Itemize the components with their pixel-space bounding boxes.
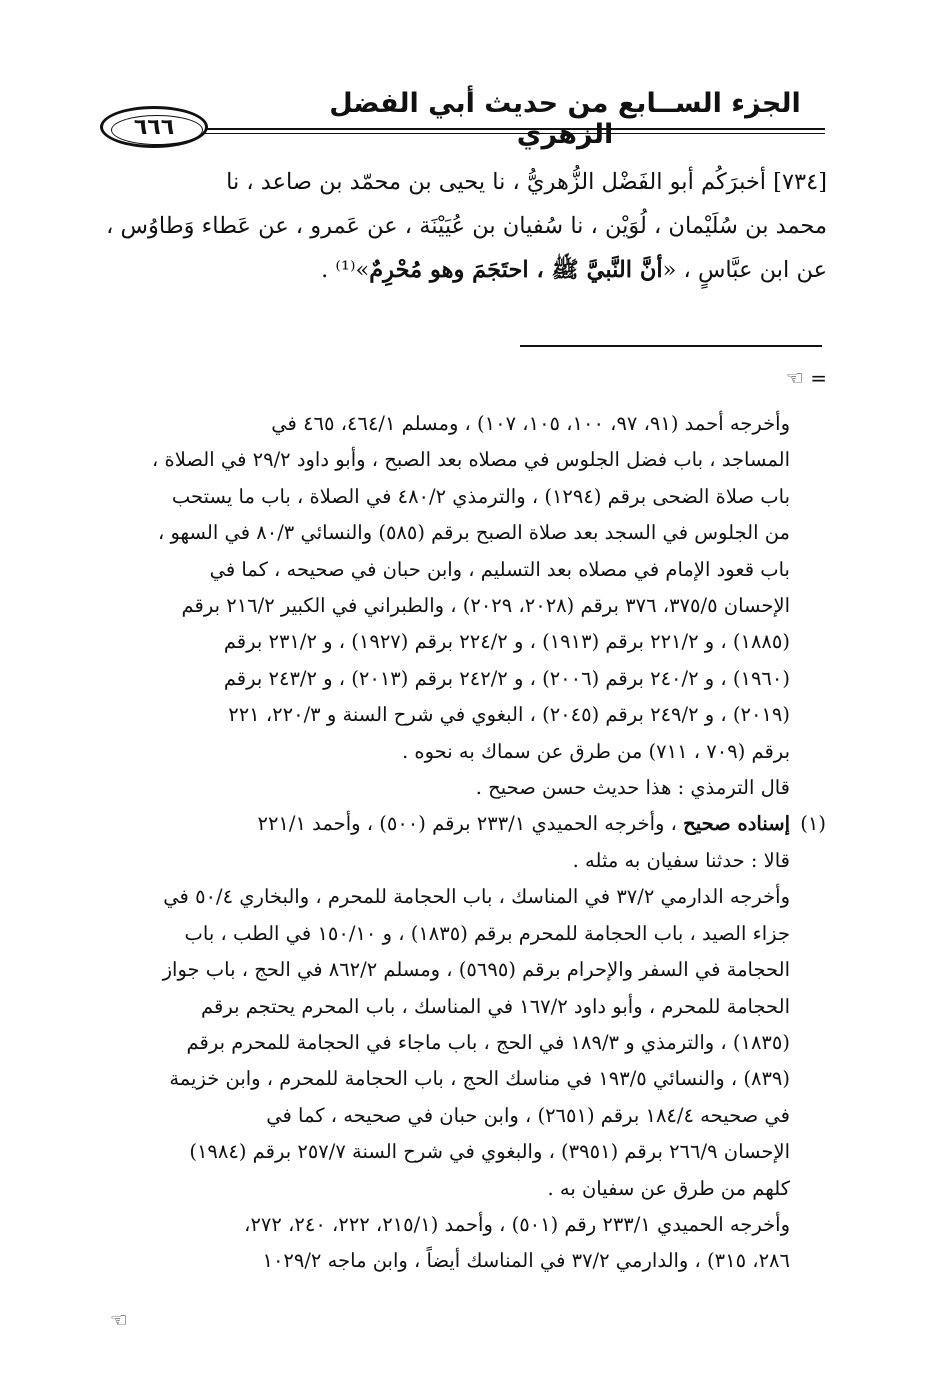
- note-line: وأخرجه أحمد (٩١، ٩٧، ١٠٠، ١٠٥، ١٠٧) ، ومسلم ٤٦٤/١، ٤٦٥ في: [271, 412, 790, 435]
- note-line: (١٩٦٠) ، و ٢٤٠/٢ برقم (٢٠٠٦) ، و ٢٤٢/٢ برقم (٢٠١٣) ، و ٢٤٣/٢ برقم: [223, 666, 790, 690]
- footnote-verdict: إسناده صحيح: [683, 812, 790, 836]
- note-line: الإحسان ٣٧٥/٥، ٣٧٦ برقم (٢٠٢٨، ٢٠٢٩) ، والطبراني في الكبير ٢١٦/٢ برقم: [181, 594, 790, 618]
- footnote-first-line: [110, 806, 790, 842]
- header-title: الجزء الســابع من حديث أبي الفضل الزهري: [329, 88, 801, 150]
- hadith-text: [105, 160, 827, 292]
- hadith-line-3-end: »⁽¹⁾ .: [321, 257, 370, 283]
- page-number-oval-inner: [111, 115, 203, 145]
- footnote-first-rest: ، وأخرجه الحميدي ٢٣٣/١ برقم (٥٠٠) ، وأحمد ٢٢١/١: [257, 812, 677, 836]
- note-line: برقم (٧٠٩ ، ٧١١) من طرق عن سماك به نحوه .: [401, 739, 790, 763]
- footnote-line: في صحيحه ١٨٤/٤ برقم (٢٦٥١) ، وابن حبان في صحيحه ، كما في: [266, 1103, 790, 1127]
- footnote-line: (١٨٣٥) ، والترمذي و ١٨٩/٣ في الحج ، باب ماجاء في الحجامة للمحرم برقم: [186, 1030, 790, 1054]
- footnote-line: كلهم من طرق عن سفيان به .: [547, 1176, 790, 1200]
- continues-mark: ☜: [110, 1308, 128, 1332]
- note-line: المساجد ، باب فضل الجلوس في مصلاه بعد الصبح ، وأبو داود ٢٩/٢ في الصلاة ،: [152, 448, 790, 472]
- footnote-line: الإحسان ٢٦٦/٩ برقم (٣٩٥١) ، والبغوي في شرح السنة ٢٥٧/٧ برقم (١٩٨٤): [189, 1140, 790, 1164]
- footnotes: [110, 406, 826, 1280]
- footnote-1: [110, 806, 826, 1279]
- footnote-number: (١): [800, 812, 826, 836]
- note-line: من الجلوس في السجد بعد صلاة الصبح برقم (٥٨٥) والنسائي ٨٠/٣ في السهو ،: [157, 521, 790, 545]
- note-line: قال الترمذي : هذا حديث حسن صحيح .: [475, 776, 790, 800]
- footnote-line: الحجامة للمحرم ، وأبو داود ١٦٧/٢ في المناسك ، باب المحرم يحتجم برقم: [201, 994, 790, 1018]
- footnote-line: وأخرجه الدارمي ٣٧/٢ في المناسك ، باب الحجامة للمحرم ، والبخاري ٥٠/٤ في: [163, 885, 790, 909]
- previous-note: [110, 406, 826, 806]
- hadith-line-2: محمد بن سُلَيْمان ، لُوَيْن ، نا سُفيان بن عُيَيْنَة ، عن عَمرو ، عن عَطاء وَطاوُس ،: [106, 213, 827, 239]
- footnote-line: جزاء الصيد ، باب الحجامة للمحرم برقم (١٨٣٥) ، و ١٥٠/١٠ في الطب ، باب: [184, 921, 790, 945]
- footnote-line: ٢٨٦، ٣١٥) ، والدارمي ٣٧/٢ في المناسك أيضاً ، وابن ماجه ١٠٢٩/٢: [262, 1249, 790, 1273]
- hadith-line-1: [٧٣٤] أخبرَكُم أبو الفَضْل الزُّهريُّ ، نا يحيى بن محمّد بن صاعد ، نا: [226, 169, 827, 195]
- note-line: (٢٠١٩) ، و ٢٤٩/٢ برقم (٢٠٤٥) ، البغوي في شرح السنة و ٢٢٠/٣، ٢٢١: [228, 703, 790, 727]
- footnote-line: (٨٣٩) ، والنسائي ١٩٣/٥ في مناسك الحج ، باب الحجامة للمحرم ، وابن خزيمة: [169, 1067, 790, 1091]
- hadith-line-3-start: عن ابن عبَّاسٍ ، «: [662, 257, 827, 283]
- footnote-separator: [520, 345, 822, 347]
- header-rule: [170, 128, 825, 130]
- hadith-line-3: [105, 248, 827, 292]
- footnote-line: وأخرجه الحميدي ٢٣٣/١ رقم (٥٠١) ، وأحمد (٢١٥/١، ٢٢٢، ٢٤٠، ٢٧٢،: [244, 1212, 790, 1236]
- running-header: [100, 78, 825, 148]
- footnote-line: الحجامة في السفر والإحرام برقم (٥٦٩٥) ، ومسلم ٨٦٢/٢ في الحج ، باب جواز: [162, 958, 790, 982]
- footnote-line: قالا : حدثنا سفيان به مثله .: [572, 848, 790, 872]
- page-number-oval: [100, 106, 208, 148]
- note-line: (١٨٨٥) ، و ٢٢١/٢ برقم (١٩١٣) ، و ٢٢٤/٢ برقم (١٩٢٧) ، و ٢٣١/٢ برقم: [223, 630, 790, 654]
- header-rule-thin: [170, 133, 825, 134]
- page-number: ٦٦٦: [133, 114, 175, 140]
- note-line: باب صلاة الضحى برقم (١٢٩٤) ، والترمذي ٤٨٠/٢ في الصلاة ، باب ما يستحب: [171, 484, 790, 508]
- continuation-mark: = ☜: [785, 366, 827, 390]
- note-line: باب قعود الإمام في مصلاه بعد التسليم ، وابن حبان في صحيحه ، كما في: [209, 557, 790, 581]
- hadith-matn: أنَّ النَّبيَّ ﷺ ، احتَجَمَ وهو مُحْرِمٌ: [369, 257, 663, 283]
